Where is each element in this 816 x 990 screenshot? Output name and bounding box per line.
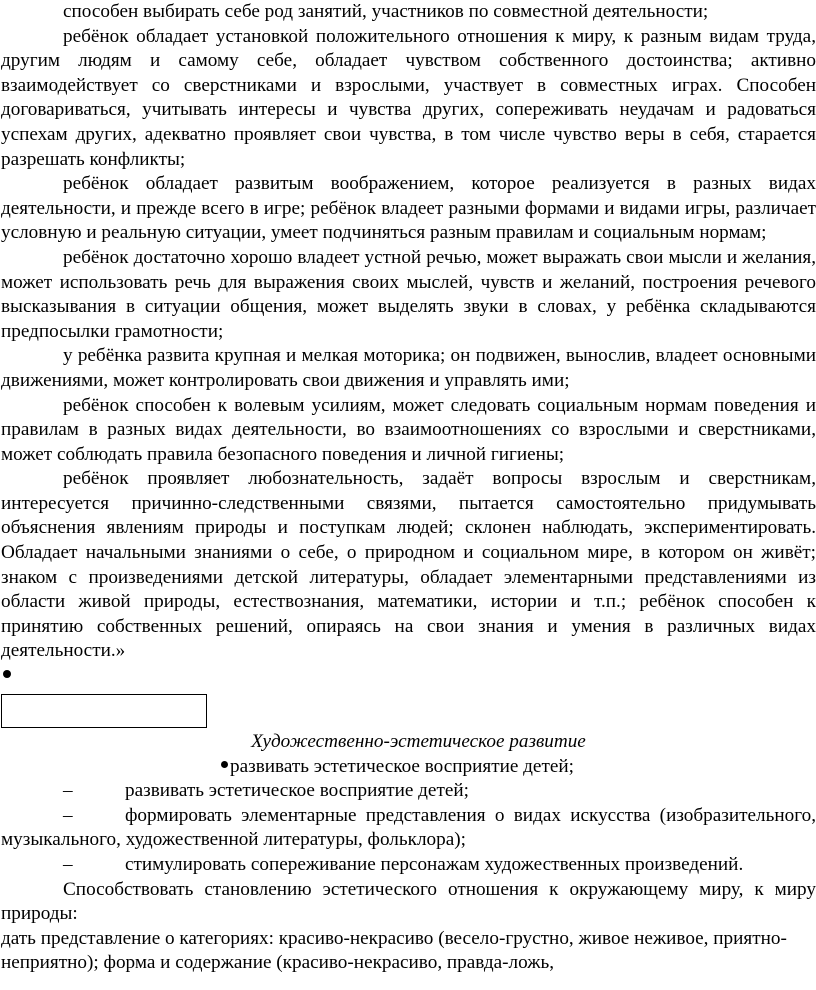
paragraph-2: ребёнок обладает установкой положительного отношения к миру, к разным видам труда, другим людям и самому себе, обладает чувством собственного достоинства; активно взаимодействует со сверстниками и взрослыми, участвует в совместных играх. Способен договариваться, учитывать интересы и чувства других, сопереживать неудачам и радоваться успехам других, адекватно проявляет свои чувства, в том числе чувство веры в себя, старается разрешать конфликты;: [1, 25, 816, 170]
section-heading: Художественно-эстетическое развитие: [251, 731, 586, 753]
final-paragraph: дать представление о категориях: красиво-некрасиво (весело-грустно, живое неживое, приятно-неприятно); форма и содержание (красиво-некрасиво, правда-ложь,: [1, 927, 787, 974]
paragraph-5: у ребёнка развита крупная и мелкая моторика; он подвижен, вынослив, владеет основными движениями, может контролировать свои движения и управлять ими;: [1, 345, 816, 391]
dash-item-text: формировать элементарные представления о видах искусства (изобразительного, музыкального, художественной литературы, фольклора);: [1, 804, 816, 851]
dash-item-text: развивать эстетическое восприятие детей;: [125, 780, 469, 802]
bullet-line: [1, 755, 816, 780]
paragraph-after-list: Способствовать становлению эстетического отношения к окружающему миру, к миру природы:: [1, 878, 816, 925]
empty-frame-box: [1, 694, 207, 728]
paragraph-1: способен выбирать себе род занятий, участников по совместной деятельности;: [63, 1, 709, 22]
bullet-line-text: развивать эстетическое восприятие детей;: [230, 755, 574, 777]
bullet-dot-icon: [221, 761, 228, 768]
bullet-marker-row: [1, 664, 816, 690]
paragraph-7: ребёнок проявляет любознательность, задаёт вопросы взрослым и сверстникам, интересуется причинно-следственными связями, пытается самостоятельно придумывать объяснения явлениям природы и поступкам людей; склонен наблюдать, экспериментировать. Обладает начальными знаниями о себе, о природном и социальном мире, в котором он живёт; знаком с произведениями детской литературы, обладает элементарными представлениями из области живой природы, естествознания, математики, истории и т.п.; ребёнок способен к принятию собственных решений, опираясь на свои знания и умения в различных видах деятельности.»: [1, 468, 816, 662]
paragraph-6: ребёнок способен к волевым усилиям, может следовать социальным нормам поведения и правилам в разных видах деятельности, во взаимоотношениях со взрослыми и сверстниками, может соблюдать правила безопасного поведения и личной гигиены;: [1, 394, 816, 465]
document-page: [1, 0, 816, 976]
paragraph-3: ребёнок обладает развитым воображением, которое реализуется в разных видах деятельности, и прежде всего в игре; ребёнок владеет разными формами и видами игры, различает условную и реальную ситуации, умеет подчиняться разным правилам и социальным нормам;: [1, 173, 816, 244]
dash-item-text: стимулировать сопереживание персонажам художественных произведений.: [125, 854, 744, 875]
dash-item-1: [1, 779, 816, 804]
dash-item-3: [1, 853, 816, 878]
dash-icon: –: [63, 804, 73, 826]
bullet-dot-icon: [3, 670, 11, 678]
dash-icon: –: [63, 854, 73, 875]
dash-item-2: [1, 804, 816, 853]
paragraph-4: ребёнок достаточно хорошо владеет устной речью, может выражать свои мысли и желания, может использовать речь для выражения своих мыслей, чувств и желаний, построения речевого высказывания в ситуации общения, может выделять звуки в словах, у ребёнка складываются предпосылки грамотности;: [1, 246, 816, 342]
dash-icon: –: [63, 780, 73, 802]
